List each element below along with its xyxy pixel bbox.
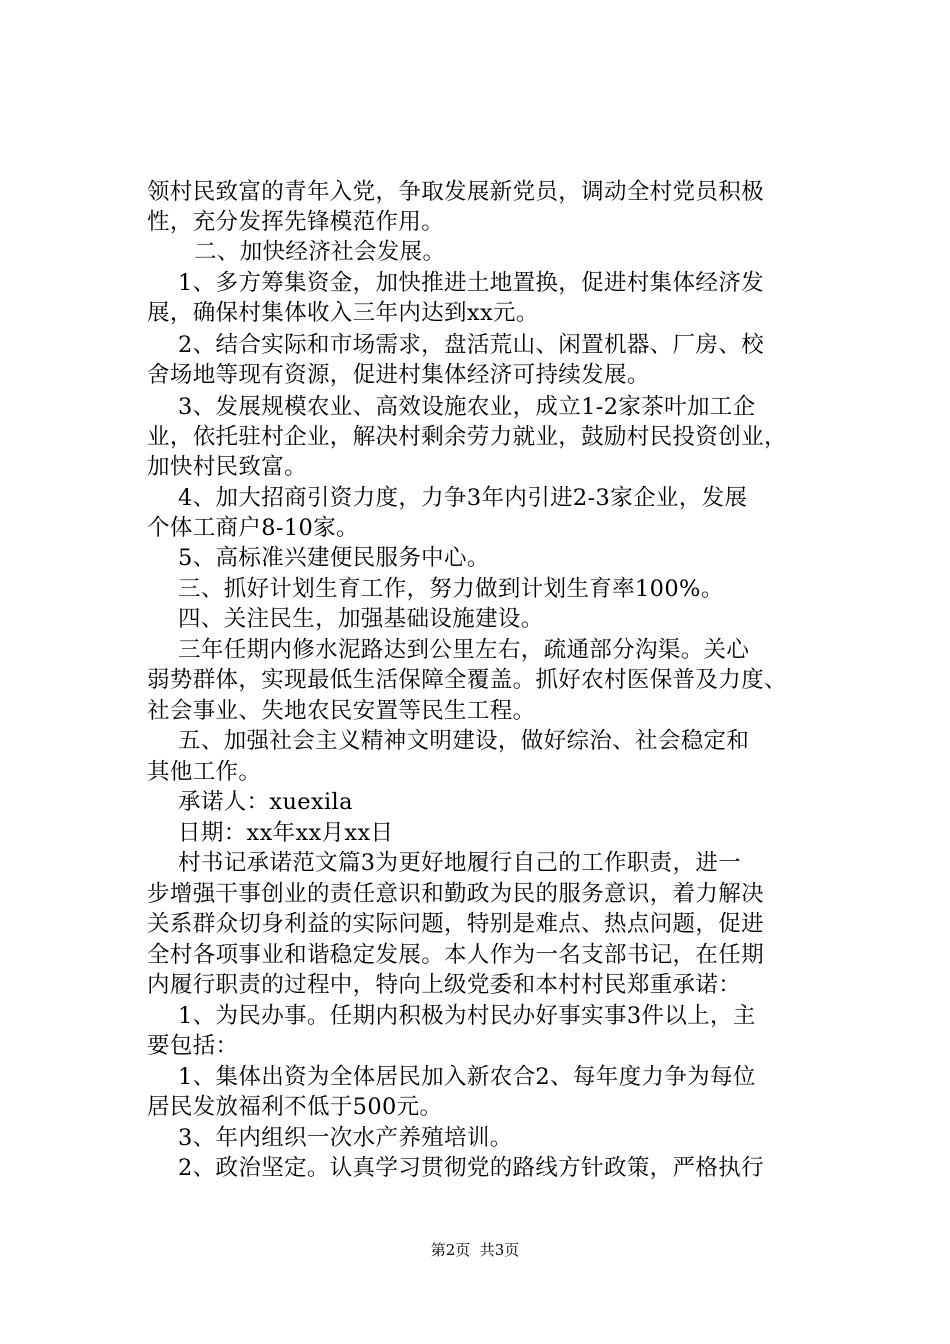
text-line: 3、年内组织一次水产养殖培训。: [178, 1125, 513, 1151]
text-line: 二、加快经济社会发展。: [194, 239, 446, 265]
text-line: 日期：xx年xx月xx日: [178, 820, 394, 846]
text-line: 五、加强社会主义精神文明建设，做好综治、社会稳定和: [178, 728, 750, 754]
text-line: 4、加大招商引资力度，力争3年内引进2-3家企业，发展: [178, 485, 748, 511]
text-line: 内履行职责的过程中，特向上级党委和本村村民郑重承诺：: [147, 972, 742, 998]
text-line: 村书记承诺范文篇3为更好地履行自己的工作职责，进一: [178, 850, 742, 876]
text-line: 三、抓好计划生育工作，努力做到计划生育率100%。: [178, 576, 724, 602]
text-line: 2、政治坚定。认真学习贯彻党的路线方针政策，严格执行: [178, 1155, 764, 1181]
text-line: 三年任期内修水泥路达到公里左右，疏通部分沟渠。关心: [178, 637, 750, 663]
text-line: 1、为民办事。任期内积极为村民办好事实事3件以上，主: [178, 1003, 756, 1029]
text-line: 领村民致富的青年入党，争取发展新党员，调动全村党员积极: [147, 179, 764, 205]
text-line: 舍场地等现有资源，促进村集体经济可持续发展。: [147, 362, 650, 388]
text-line: 3、发展规模农业、高效设施农业，成立1-2家茶叶加工企: [178, 394, 756, 420]
text-line: 承诺人：xuexila: [178, 789, 353, 815]
text-line: 全村各项事业和谐稳定发展。本人作为一名支部书记，在任期: [147, 942, 764, 968]
text-line: 1、多方筹集资金，加快推进土地置换，促进村集体经济发: [178, 270, 764, 296]
text-line: 业，依托驻村企业，解决村剩余劳力就业，鼓励村民投资创业，: [147, 424, 787, 450]
text-line: 居民发放福利不低于500元。: [147, 1094, 443, 1120]
text-line: 社会事业、失地农民安置等民生工程。: [147, 698, 536, 724]
text-line: 加快村民致富。: [147, 454, 307, 480]
text-line: 性，充分发挥先锋模范作用。: [147, 209, 445, 235]
text-line: 步增强干事创业的责任意识和勤政为民的服务意识，着力解决: [147, 881, 764, 907]
text-line: 四、关注民生，加强基础设施建设。: [178, 606, 544, 632]
text-line: 弱势群体，实现最低生活保障全覆盖。抓好农村医保普及力度、: [147, 667, 787, 693]
text-line: 展，确保村集体收入三年内达到xx元。: [147, 300, 539, 326]
text-line: 2、结合实际和市场需求，盘活荒山、闲置机器、厂房、校: [178, 332, 764, 358]
text-line: 关系群众切身利益的实际问题，特别是难点、热点问题，促进: [147, 911, 764, 937]
text-line: 个体工商户8-10家。: [147, 515, 359, 541]
text-line: 要包括：: [147, 1033, 239, 1059]
text-line: 1、集体出资为全体居民加入新农合2、每年度力争为每位: [178, 1064, 756, 1090]
text-line: 5、高标准兴建便民服务中心。: [178, 545, 490, 571]
page-footer: 第2页 共3页: [430, 1241, 520, 1259]
text-line: 其他工作。: [147, 759, 262, 785]
